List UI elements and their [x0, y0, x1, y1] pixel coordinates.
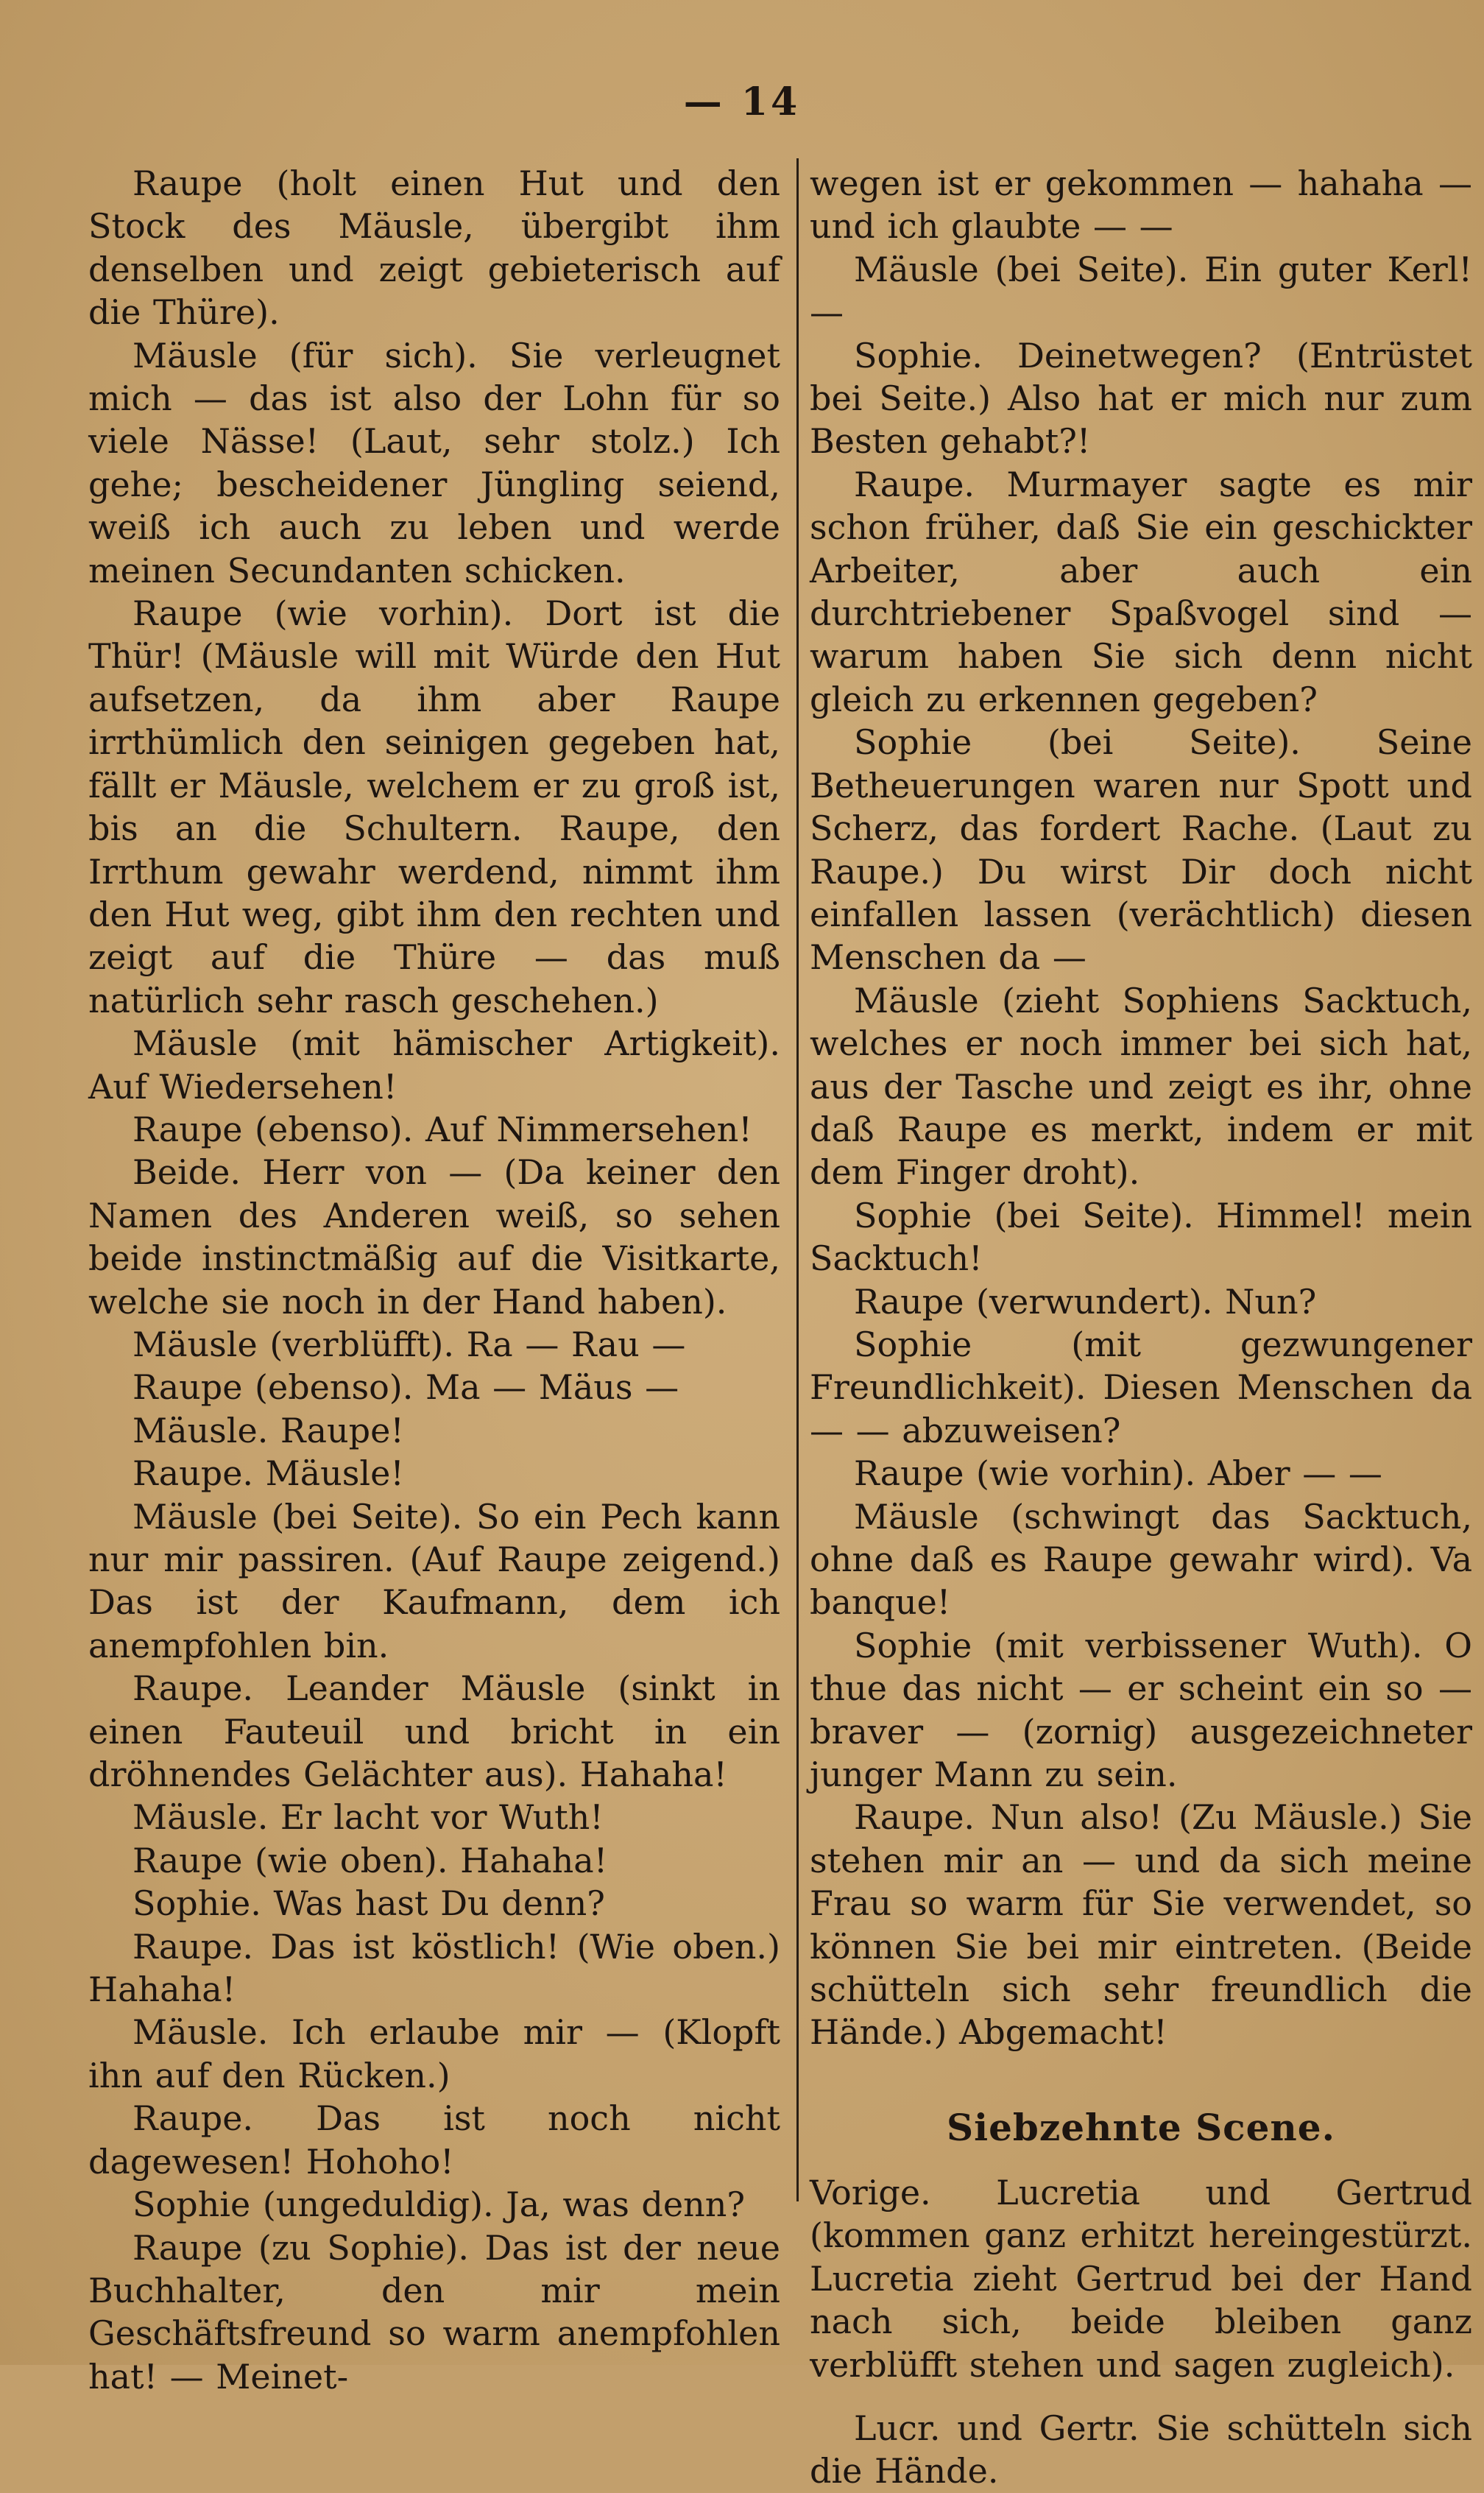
left-column	[88, 162, 780, 2398]
paragraph: Raupe (holt einen Hut und den Stock des Mäusle, übergibt ihm denselben und zeigt gebieterisch auf die Thüre).	[88, 163, 780, 333]
paragraph: Raupe (zu Sophie). Das ist der neue Buchhalter, den mir mein Geschäftsfreund so warm anempfohlen hat! — Meinet-	[88, 2227, 780, 2397]
paragraph: Raupe (verwundert). Nun?	[854, 1281, 1317, 1322]
paragraph: Beide. Herr von — (Da keiner den Namen des Anderen weiß, so sehen beide instinctmäßig auf die Visitkarte, welche sie noch in der Hand haben).	[88, 1152, 780, 1322]
spacer	[810, 2386, 1472, 2407]
paragraph: Mäusle (zieht Sophiens Sacktuch, welches er noch immer bei sich hat, aus der Tasche und zeigt es ihr, ohne daß Raupe es merkt, indem er mit dem Finger droht).	[810, 980, 1472, 1193]
paragraph: Raupe (wie oben). Hahaha!	[132, 1840, 608, 1880]
page-number: — 14	[683, 80, 801, 124]
paragraph: Sophie (bei Seite). Seine Betheuerungen waren nur Spott und Scherz, das fordert Rache. (Laut zu Raupe.) Du wirst Dir doch nicht einfallen lassen (verächtlich) diesen Menschen da —	[810, 722, 1472, 978]
paragraph: Sophie (bei Seite). Himmel! mein Sacktuch!	[810, 1195, 1472, 1279]
paragraph: Raupe (wie vorhin). Aber — —	[854, 1453, 1382, 1494]
paragraph: Lucr. und Gertr. Sie schütteln sich die Hände.	[810, 2408, 1472, 2492]
paragraph: Raupe. Murmayer sagte es mir schon früher, daß Sie ein geschickter Arbeiter, aber auch ein durchtriebener Spaßvogel sind — warum haben Sie sich denn nicht gleich zu erkennen gegeben?	[810, 464, 1472, 719]
paragraph: Mäusle (bei Seite). Ein guter Kerl! —	[810, 249, 1472, 333]
paragraph: Sophie (mit gezwungener Freundlichkeit). Diesen Menschen da — — abzuweisen?	[810, 1324, 1472, 1450]
paragraph: Mäusle (für sich). Sie verleugnet mich — das ist also der Lohn für so viele Nässe! (Laut, sehr stolz.) Ich gehe; bescheidener Jüngling seiend, weiß ich auch zu leben und werde meinen Secundanten schicken.	[88, 335, 780, 590]
paragraph: Mäusle (schwingt das Sacktuch, ohne daß es Raupe gewahr wird). Va banque!	[810, 1496, 1472, 1623]
paragraph: Raupe (ebenso). Ma — Mäus —	[132, 1367, 679, 1408]
paragraph: Mäusle (bei Seite). So ein Pech kann nur mir passiren. (Auf Raupe zeigend.) Das ist der Kaufmann, dem ich anempfohlen bin.	[88, 1496, 780, 1665]
paragraph: Raupe (ebenso). Auf Nimmersehen!	[132, 1109, 752, 1149]
paragraph: Mäusle. Er lacht vor Wuth!	[132, 1797, 604, 1838]
paragraph: Raupe. Das ist köstlich! (Wie oben.) Hahaha!	[88, 1926, 780, 2010]
paragraph: Sophie. Was hast Du denn?	[132, 1883, 605, 1924]
paragraph: Sophie (ungeduldig). Ja, was denn?	[132, 2185, 746, 2225]
paragraph: Mäusle. Ich erlaube mir — (Klopft ihn auf den Rücken.)	[88, 2012, 780, 2095]
column-divider	[796, 158, 799, 2201]
paragraph: Raupe. Mäusle!	[132, 1453, 404, 1494]
paragraph: Sophie (mit verbissener Wuth). O thue das nicht — er scheint ein so — braver — (zornig) ausgezeichneter junger Mann zu sein.	[810, 1625, 1472, 1795]
paragraph: Mäusle. Raupe!	[132, 1410, 404, 1450]
scene-heading: Siebzehnte Scene.	[946, 2105, 1336, 2149]
paragraph: Sophie. Deinetwegen? (Entrüstet bei Seite.) Also hat er mich nur zum Besten gehabt?!	[810, 335, 1472, 462]
paragraph: Raupe. Leander Mäusle (sinkt in einen Fauteuil und bricht in ein dröhnendes Gelächter aus). Hahaha!	[88, 1668, 780, 1795]
right-column	[810, 162, 1472, 2493]
paragraph: Raupe. Das ist noch nicht dagewesen! Hohoho!	[88, 2098, 780, 2182]
paragraph: Mäusle (mit hämischer Artigkeit). Auf Wiedersehen!	[88, 1023, 780, 1107]
paragraph: Raupe. Nun also! (Zu Mäusle.) Sie stehen mir an — und da sich meine Frau so warm für Sie verwendet, so können Sie bei mir eintreten. (Beide schütteln sich sehr freundlich die Hände.) Abgemacht!	[810, 1797, 1472, 2053]
paragraph: wegen ist er gekommen — hahaha — und ich glaubte — —	[810, 163, 1472, 247]
paragraph: Raupe (wie vorhin). Dort ist die Thür! (Mäusle will mit Würde den Hut aufsetzen, da ihm aber Raupe irrthümlich den seinigen gegeben hat, fällt er Mäusle, welchem er zu groß ist, bis an die Schultern. Raupe, den Irrthum gewahr werdend, nimmt ihm den Hut weg, gibt ihm den rechten und zeigt auf die Thüre — das muß natürlich sehr rasch geschehen.)	[88, 593, 780, 1020]
paragraph: Vorige. Lucretia und Gertrud (kommen ganz erhitzt hereingestürzt. Lucretia zieht Gertrud bei der Hand nach sich, beide bleiben ganz verblüfft stehen und sagen zugleich).	[810, 2172, 1472, 2385]
paragraph: Mäusle (verblüfft). Ra — Rau —	[132, 1324, 686, 1364]
